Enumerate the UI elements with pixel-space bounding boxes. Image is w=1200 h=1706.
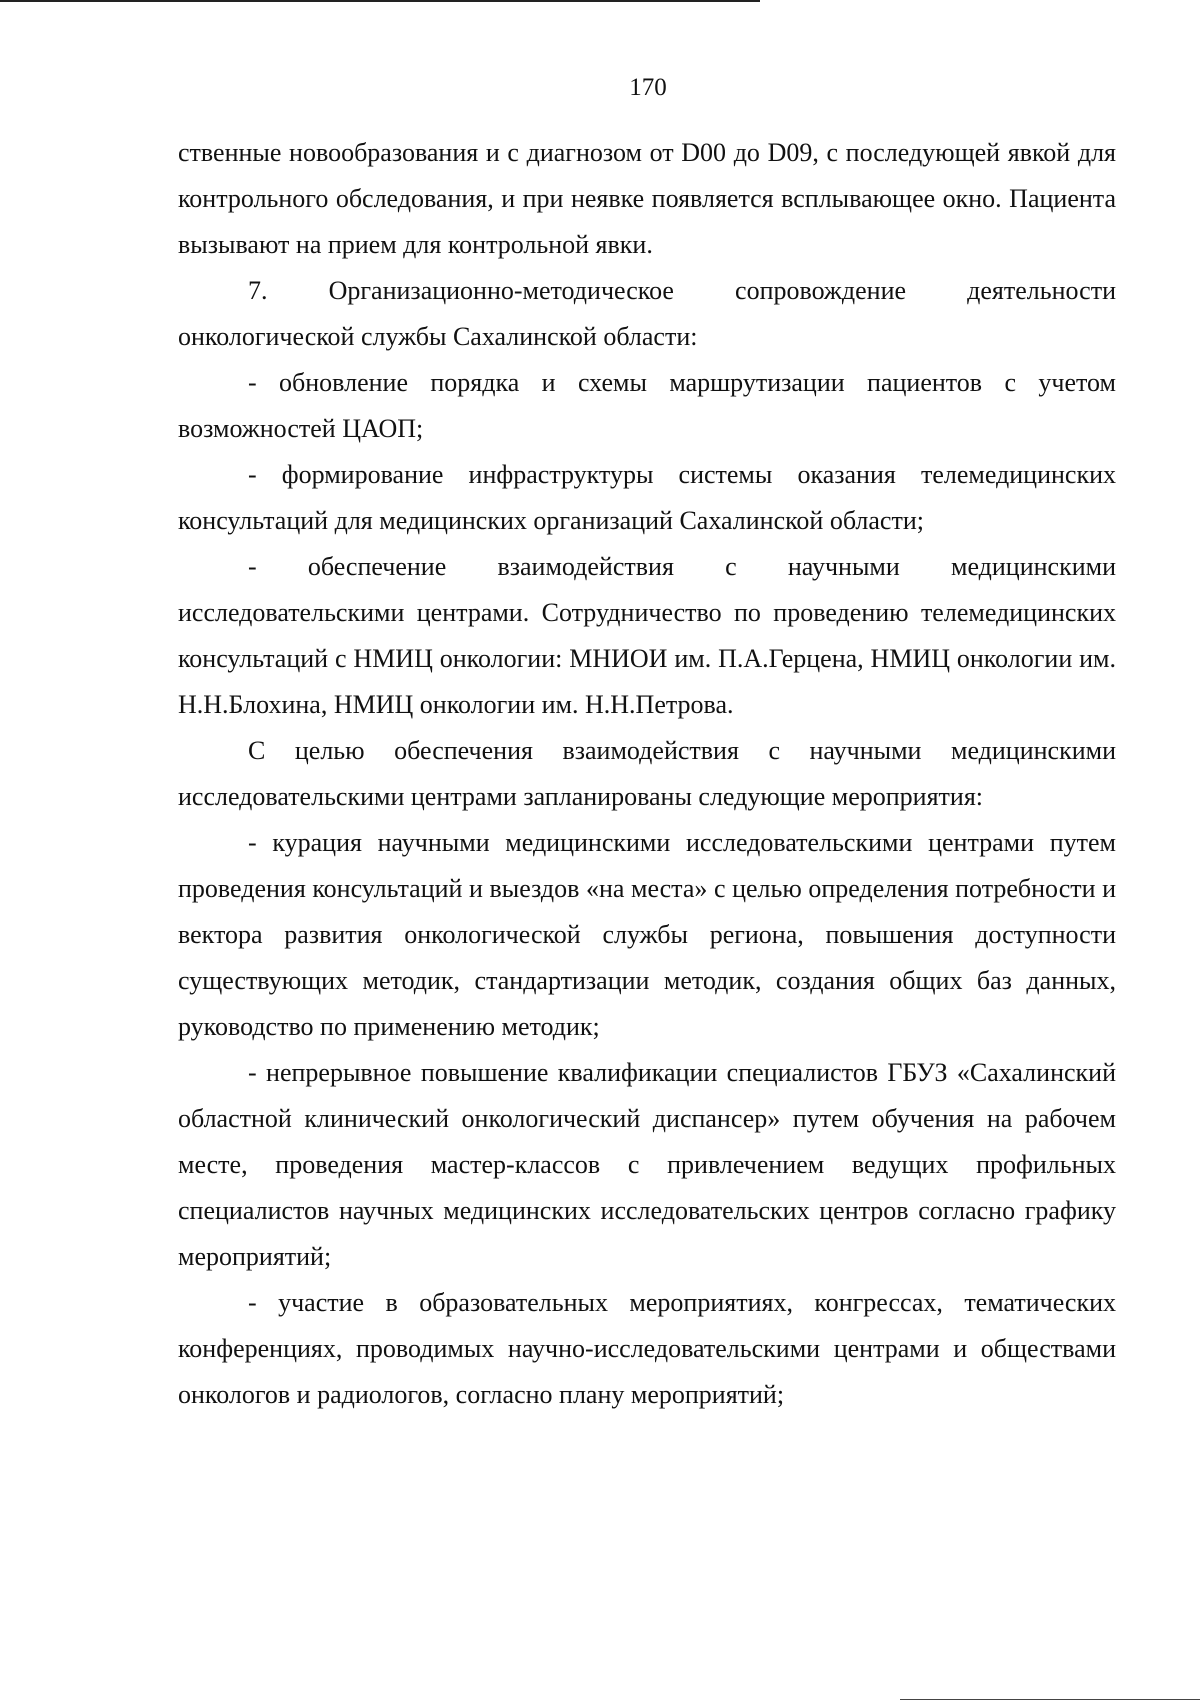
- paragraph-section-7: 7. Организационно-методическое сопровождение деятельности онкологической службы Сахалинской области:: [178, 276, 1116, 351]
- document-body: [178, 130, 1116, 1418]
- list-item-telemedicine-infrastructure: - формирование инфраструктуры системы оказания телемедицинских консультаций для медицинских организаций Сахалинской области;: [178, 460, 1116, 535]
- paragraph-continuation: ственные новообразования и с диагнозом от D00 до D09, с последующей явкой для контрольного обследования, и при неявке появляется всплывающее окно. Пациента вызывают на прием для контрольной явки.: [178, 138, 1116, 259]
- scan-bottom-edge: [900, 1699, 1200, 1700]
- list-item-research-cooperation: - обеспечение взаимодействия с научными медицинскими исследовательскими центрами. Сотрудничество по проведению телемедицинских консультаций с НМИЦ онкологии: МНИОИ им. П.А.Герцена, НМИЦ онкологии им. Н.Н.Блохина, НМИЦ онкологии им. Н.Н.Петрова.: [178, 552, 1116, 719]
- list-item-routing-update: - обновление порядка и схемы маршрутизации пациентов с учетом возможностей ЦАОП;: [178, 368, 1116, 443]
- list-item-curation: - курация научными медицинскими исследовательскими центрами путем проведения консультаций и выездов «на места» с целью определения потребности и вектора развития онкологической службы региона, повышения доступности существующих методик, стандартизации методик, создания общих баз данных, руководство по применению методик;: [178, 828, 1116, 1041]
- list-item-qualification: - непрерывное повышение квалификации специалистов ГБУЗ «Сахалинский областной клинический онкологический диспансер» путем обучения на рабочем месте, проведения мастер-классов с привлечением ведущих профильных специалистов научных медицинских исследовательских центров согласно графику мероприятий;: [178, 1058, 1116, 1271]
- page-number: 170: [629, 74, 667, 101]
- scan-top-edge: [0, 0, 760, 2]
- list-item-educational-events: - участие в образовательных мероприятиях, конгрессах, тематических конференциях, проводимых научно-исследовательскими центрами и обществами онкологов и радиологов, согласно плану мероприятий;: [178, 1288, 1116, 1409]
- paragraph-planned-measures: С целью обеспечения взаимодействия с научными медицинскими исследовательскими центрами запланированы следующие мероприятия:: [178, 736, 1116, 811]
